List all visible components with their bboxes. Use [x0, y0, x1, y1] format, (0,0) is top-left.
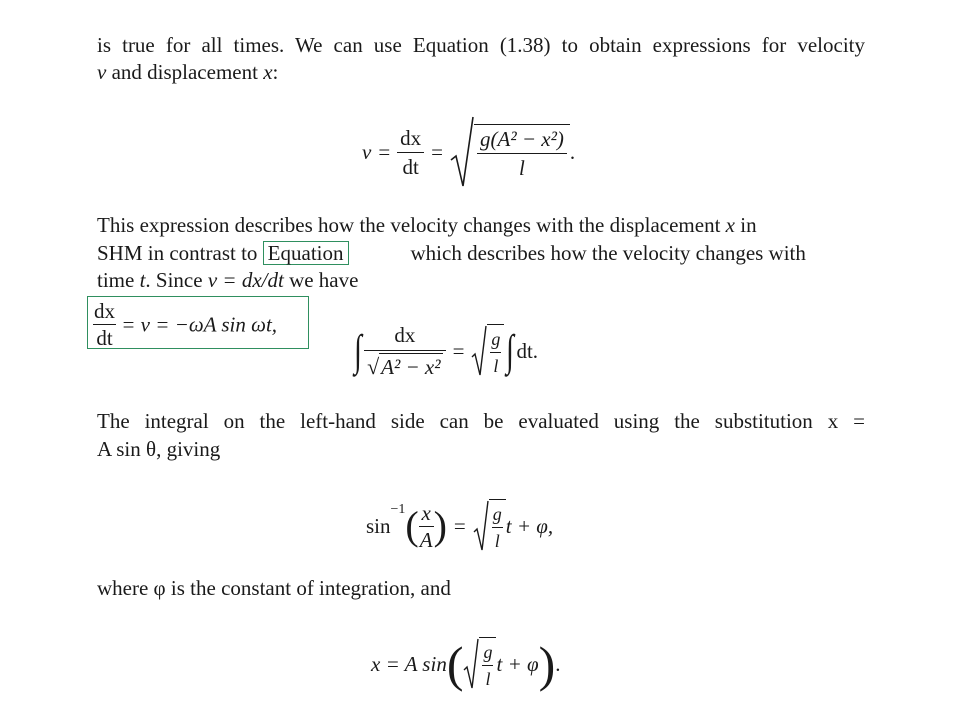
denominator: dt	[402, 154, 419, 179]
fraction-g-l	[482, 640, 493, 691]
square-root	[463, 637, 496, 691]
eq-tail: t + φ,	[505, 514, 554, 539]
eq-sign: =	[453, 514, 466, 539]
eq-lhs: v	[362, 140, 372, 164]
eq-tail: t + φ	[496, 652, 539, 676]
text: we have	[283, 268, 359, 292]
square-root	[450, 116, 570, 188]
paren-open: (	[405, 503, 419, 549]
denominator	[364, 351, 446, 379]
fraction-x-a	[419, 501, 434, 552]
paren-close: )	[433, 503, 447, 549]
eq-lhs: x = A sin	[371, 652, 447, 676]
denominator: l	[485, 669, 491, 689]
var-t: t	[139, 268, 146, 292]
function-name: sin	[366, 514, 391, 539]
text: SHM in contrast to	[97, 241, 263, 265]
paragraph-2-line-1	[97, 212, 865, 238]
eq-end: .	[569, 140, 576, 164]
var-x: x	[263, 60, 273, 84]
equation-integral	[352, 323, 538, 379]
integral-sign: ∫	[354, 326, 362, 376]
superscript: −1	[390, 502, 406, 517]
numerator: g	[490, 327, 501, 353]
text: . Since	[145, 268, 208, 292]
fraction-dx-dt	[397, 126, 424, 179]
radical-sign-icon	[463, 638, 479, 690]
numerator: g(A² − x²)	[477, 127, 567, 154]
integral-sign: ∫	[506, 326, 515, 376]
fraction-under-root	[477, 127, 567, 180]
numerator: g	[492, 502, 503, 528]
paragraph-1-line-1: is true for all times. We can use Equation (1.38) to obtain expressions for velocity	[97, 33, 865, 57]
radical-sign-icon: √	[367, 354, 380, 380]
fraction-dx-dt	[93, 299, 116, 350]
text: :	[272, 60, 279, 84]
text: which describes how the velocity changes with	[410, 241, 806, 265]
var-x: x	[725, 213, 735, 237]
numerator: x	[419, 501, 434, 527]
numerator: dx	[364, 323, 446, 351]
paren-close: )	[538, 636, 556, 692]
denominator: A	[419, 527, 433, 552]
radical-sign-icon	[450, 116, 474, 188]
denominator: l	[493, 356, 499, 377]
fraction-g-l	[492, 502, 503, 553]
denominator: l	[494, 531, 500, 552]
square-root	[473, 499, 506, 553]
callout-equation	[93, 299, 277, 350]
paragraph-3-line-1: The integral on the left-hand side can be evaluated using the substitution x =	[97, 409, 865, 433]
var-v: v	[97, 60, 107, 84]
text: This expression describes how the velocity changes with the displacement	[97, 213, 726, 237]
numerator: g	[482, 640, 493, 666]
callout-rest: = v = −ωA sin ωt,	[121, 312, 278, 337]
eq-sign: =	[452, 339, 465, 364]
equation-velocity	[362, 116, 575, 188]
inline-expression: v = dx/dt	[207, 268, 284, 292]
eq-end: .	[555, 652, 561, 676]
eq-tail: dt.	[516, 339, 539, 364]
text: time	[97, 268, 140, 292]
text: and displacement	[106, 60, 264, 84]
denominator: dt	[96, 326, 113, 350]
eq-sign: =	[431, 140, 444, 164]
denominator: l	[519, 156, 525, 180]
radical-sign-icon	[473, 500, 489, 552]
fraction-g-l	[490, 327, 501, 378]
eq-sign: =	[378, 140, 391, 164]
radical-sign-icon	[471, 325, 487, 377]
radicand: A² − x²	[381, 355, 441, 380]
paragraph-4: where φ is the constant of integration, and	[97, 576, 451, 600]
fraction-integrand	[364, 323, 446, 379]
equation-link[interactable]: Equation	[263, 241, 349, 265]
paragraph-2-line-2	[97, 240, 865, 266]
numerator: dx	[397, 126, 424, 153]
paragraph-1-line-2	[97, 59, 865, 85]
numerator: dx	[94, 299, 115, 323]
paren-open: (	[446, 636, 464, 692]
paragraph-3-line-2: A sin θ, giving	[97, 437, 221, 461]
paragraph-2-line-3	[97, 267, 865, 293]
square-root	[471, 324, 504, 378]
equation-displacement	[371, 637, 561, 691]
equation-arcsin	[366, 498, 553, 553]
text: in	[735, 213, 757, 237]
